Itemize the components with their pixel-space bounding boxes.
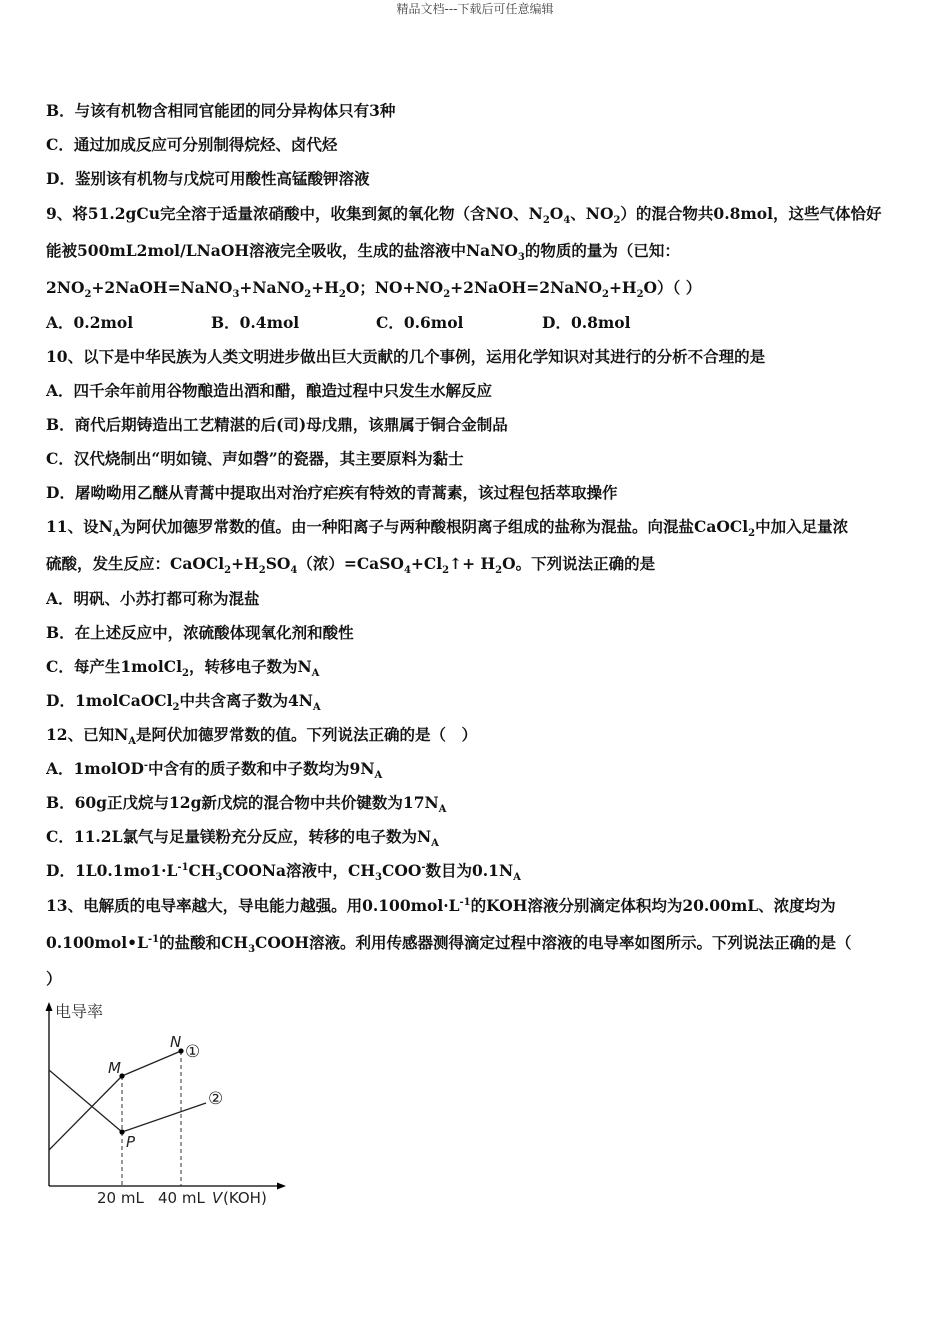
subscript: 2 (224, 565, 232, 577)
q10-option-d: D．屠呦呦用乙醚从青蒿中提取出对治疗疟疾有特效的青蒿素，该过程包括萃取操作 (46, 483, 618, 502)
curve-2-segment-1 (49, 1070, 122, 1132)
q9-text: O (549, 204, 564, 223)
q9-stem-line-1 (46, 203, 906, 225)
x-tick-40ml: 40 mL (158, 1189, 205, 1207)
subscript: 2 (304, 289, 312, 301)
q11-text: 中加入足量浓 (755, 517, 849, 536)
subscript: A (438, 804, 447, 816)
q9-text: O）（ ） (643, 278, 702, 297)
q13-stem-line-3: ） (46, 969, 62, 988)
subscript: 2 (748, 528, 756, 540)
q11-text: 中共含离子数为4N (179, 691, 313, 710)
subscript: 2 (338, 289, 346, 301)
label-n: N (170, 1033, 182, 1051)
q9-text: 2NO (46, 278, 85, 297)
subscript: 3 (248, 944, 256, 956)
subscript: A (431, 838, 439, 850)
q10-option-c: C．汉代烧制出“明如镜、声如磬”的瓷器，其主要原料为黏士 (46, 449, 464, 468)
q9-option-d: D．0.8mol (542, 313, 631, 332)
q9-text: 、NO (570, 204, 614, 223)
q9-option-a: A．0.2mol (46, 313, 134, 332)
q11-text: +Cl (410, 554, 443, 573)
q9-text: 的物质的量为（已知： (524, 241, 680, 260)
q11-stem-line-2 (46, 553, 906, 575)
q11-option-d (46, 690, 906, 712)
q9-text: +NaNO (239, 278, 305, 297)
q9-option-c: C．0.6mol (376, 313, 464, 332)
q12-option-b (46, 792, 906, 814)
q13-stem-line-1 (46, 895, 906, 917)
superscript: - (143, 759, 149, 771)
q9-stem-line-2 (46, 240, 906, 262)
x-axis-label-koh: (KOH) (223, 1189, 267, 1207)
q12-text: COO (382, 861, 422, 880)
q12-text: CH (188, 861, 216, 880)
q12-stem (46, 724, 906, 746)
subscript: A (513, 872, 521, 884)
q9-text: +2NaOH=2NaNO (450, 278, 602, 297)
q9-text: +H (608, 278, 637, 297)
q12-text: C．11.2L氯气与足量镁粉充分反应，转移的电子数为N (46, 827, 432, 846)
page-header: 精品文档---下载后可任意编辑 (396, 2, 554, 16)
q11-option-c (46, 656, 906, 678)
q12-text: 是阿伏加德罗常数的值。下列说法正确的是（ ） (136, 725, 478, 744)
curve-2-segment-2 (122, 1103, 206, 1132)
q11-text: C．每产生1molCl (46, 657, 182, 676)
subscript: 2 (258, 565, 266, 577)
q9-text: 能被500mL2mol/LNaOH溶液完全吸收，生成的盐溶液中NaNO (46, 241, 518, 260)
subscript: A (128, 736, 137, 748)
q11-text: ↑+ H (449, 554, 496, 573)
subscript: A (312, 702, 321, 714)
q8-option-d: D．鉴别该有机物与戊烷可用酸性高锰酸钾溶液 (46, 169, 370, 188)
q11-text: O。下列说法正确的是 (502, 554, 656, 573)
q13-text: 13、电解质的电导率越大，导电能力越强。用0.100mol·L (46, 896, 460, 915)
q11-option-b: B．在上述反应中，浓硫酸体现氧化剂和酸性 (46, 623, 354, 642)
q12-option-d (46, 860, 906, 882)
label-p: P (126, 1133, 136, 1151)
subscript: 4 (403, 565, 411, 577)
q9-text: O；NO+NO (345, 278, 444, 297)
x-tick-20ml: 20 mL (97, 1189, 144, 1207)
subscript: 3 (232, 289, 240, 301)
q13-text: 的KOH溶液分别滴定体积均为20.00mL、浓度均为 (470, 896, 836, 915)
q12-text: 中含有的质子数和中子数均为9N (148, 759, 375, 778)
q13-stem-line-2 (46, 932, 906, 954)
subscript: A (112, 528, 121, 540)
y-axis-arrow (46, 1002, 53, 1011)
subscript: A (374, 770, 383, 782)
q9-text: +2NaOH=NaNO (91, 278, 233, 297)
superscript: -1 (147, 933, 160, 945)
subscript: 2 (443, 289, 451, 301)
q9-stem-line-3 (46, 277, 906, 299)
x-axis-label-v: V (212, 1189, 223, 1207)
subscript: 4 (563, 215, 571, 227)
q10-stem: 10、以下是中华民族为人类文明进步做出巨大贡献的几个事例，运用化学知识对其进行的分析不合理的是 (46, 347, 766, 366)
subscript: 2 (542, 215, 550, 227)
superscript: -1 (459, 896, 471, 908)
curve-2-label: ② (208, 1089, 224, 1109)
q9-options (46, 312, 906, 334)
subscript: 3 (375, 872, 382, 884)
subscript: 2 (84, 289, 92, 301)
q10-option-a: A．四千余年前用谷物酿造出酒和醋，酿造过程中只发生水解反应 (46, 381, 493, 400)
q11-option-a: A．明矾、小苏打都可称为混盐 (46, 589, 260, 608)
subscript: 2 (613, 215, 621, 227)
q11-text: 硫酸，发生反应：CaOCl (46, 554, 225, 573)
subscript: A (311, 668, 320, 680)
q10-option-b: B．商代后期铸造出工艺精湛的后(司)母戊鼎，该鼎属于铜合金制品 (46, 415, 508, 434)
q12-text: 12、已知N (46, 725, 129, 744)
q12-option-a (46, 758, 906, 780)
subscript: 2 (601, 289, 609, 301)
subscript: 2 (636, 289, 644, 301)
subscript: 4 (290, 565, 298, 577)
q11-text: ，转移电子数为N (188, 657, 312, 676)
point-p (119, 1129, 124, 1134)
superscript: -1 (177, 861, 189, 873)
q11-text: SO (265, 554, 291, 573)
q12-text: D．1L0.1mo1·L (46, 861, 178, 880)
q13-text: 0.100mol•L (46, 933, 148, 952)
superscript: - (421, 861, 426, 873)
curve-1-label: ① (185, 1042, 201, 1062)
subscript: 2 (442, 565, 450, 577)
q11-text: +H (231, 554, 259, 573)
subscript: 2 (495, 565, 503, 577)
q12-text: B．60g正戊烷与12g新戊烷的混合物中共价键数为17N (46, 793, 439, 812)
q11-text: 为阿伏加德罗常数的值。由一种阳离子与两种酸根阴离子组成的盐称为混盐。向混盐CaOCl (120, 517, 749, 536)
q11-stem-line-1 (46, 516, 906, 538)
q12-text: 数目为0.1N (425, 861, 514, 880)
q8-option-b: B．与该有机物含相同官能团的同分异构体只有3种 (46, 101, 396, 120)
q9-text: 9、将51.2gCu完全溶于适量浓硝酸中，收集到氮的氧化物（含NO、N (46, 204, 543, 223)
q13-text: 的盐酸和CH (159, 933, 249, 952)
q13-text: COOH溶液。利用传感器测得滴定过程中溶液的电导率如图所示。下列说法正确的是（ (255, 933, 852, 952)
q11-text: D．1molCaOCl (46, 691, 173, 710)
q12-option-c (46, 826, 906, 848)
q9-option-b: B．0.4mol (211, 313, 300, 332)
q9-text: ）的混合物共0.8mol，这些气体恰好 (620, 204, 882, 223)
subscript: 2 (181, 668, 189, 680)
q8-option-c: C．通过加成反应可分别制得烷烃、卤代烃 (46, 135, 338, 154)
q11-text: 11、设N (46, 517, 113, 536)
q9-text: +H (311, 278, 339, 297)
label-m: M (108, 1059, 121, 1077)
q11-text: （浓）=CaSO (297, 554, 404, 573)
x-axis-arrow (277, 1183, 286, 1190)
subscript: 2 (172, 702, 180, 714)
conductivity-figure (40, 1000, 300, 1210)
subscript: 3 (215, 872, 223, 884)
y-axis-label: 电导率 (55, 1002, 104, 1021)
q12-text: COONa溶液中，CH (222, 861, 376, 880)
curve-1-segment-1 (49, 1076, 122, 1150)
subscript: 3 (517, 252, 525, 264)
curve-1-segment-2 (122, 1051, 181, 1076)
q12-text: A．1molOD (46, 759, 144, 778)
